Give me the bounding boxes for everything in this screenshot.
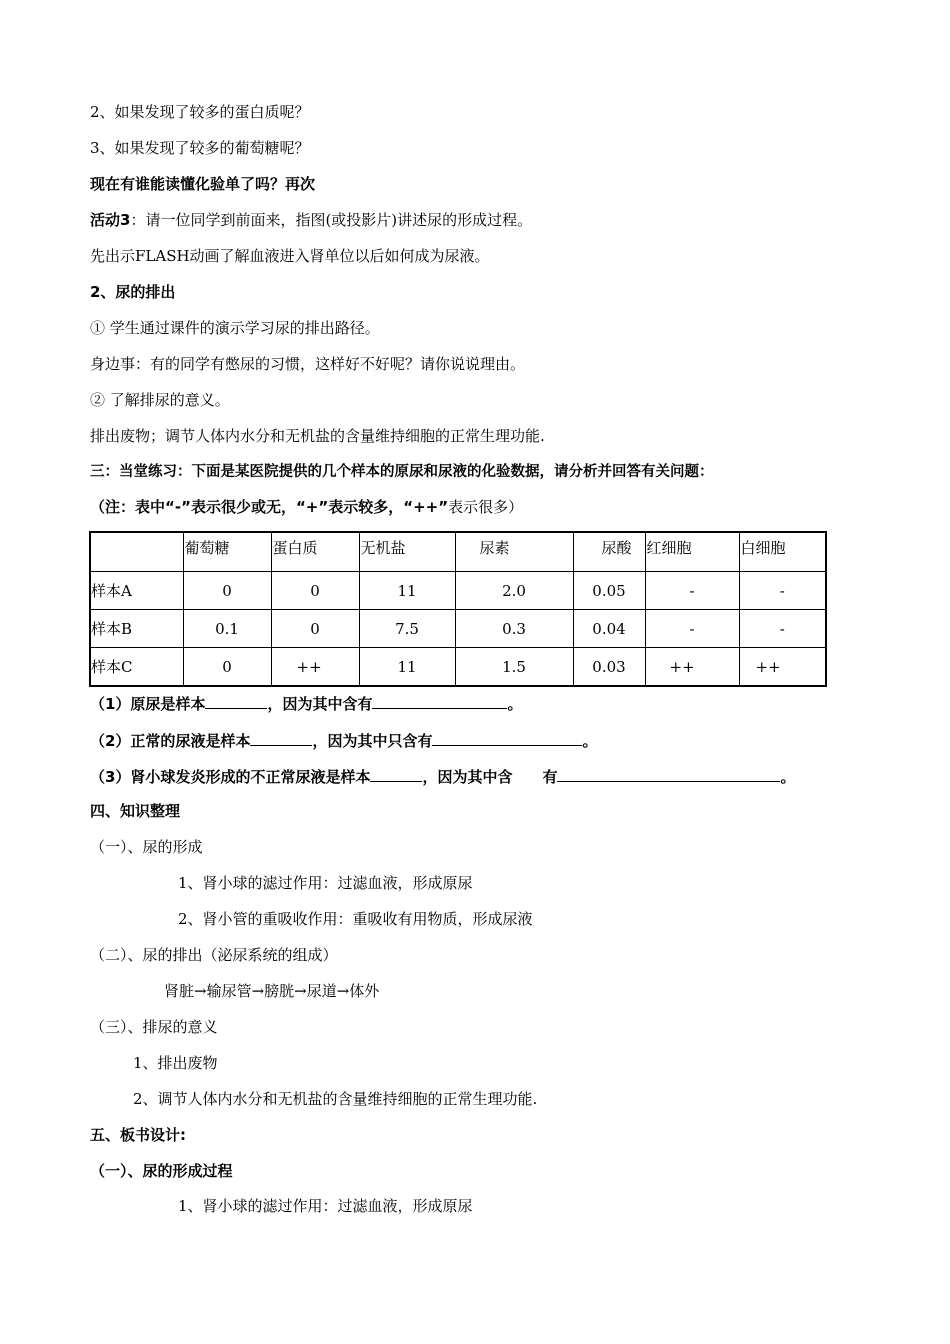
table-cell: 0 [183,648,271,687]
excretion-meaning: 排出废物；调节人体内水分和无机盐的含量维持细胞的正常生理功能. [90,427,545,445]
summary-item: 2、调节人体内水分和无机盐的含量维持细胞的正常生理功能. [133,1090,538,1108]
table-cell: 样本B [90,610,183,648]
summary-item: 1、排出废物 [133,1054,218,1072]
summary-item: 1、肾小球的滤过作用：过滤血液，形成原尿 [178,874,473,892]
table-cell: - [645,610,739,648]
table-cell: 0.05 [573,572,645,610]
side-note: 身边事：有的同学有憋尿的习惯，这样好不好呢？请你说说理由。 [90,355,526,373]
answer-blank[interactable] [432,730,582,746]
table-cell: 0 [271,610,359,648]
summary-section-3: （三）、排尿的意义 [90,1018,218,1036]
summary-title: 四、知识整理 [90,802,181,820]
question-2-text-b: ，因为其中只含有 [312,732,433,750]
table-cell: 样本C [90,648,183,687]
question-3 [90,766,795,787]
table-cell: ++ [271,648,359,687]
urinary-pathway: 肾脏→输尿管→膀胱→尿道→体外 [164,982,380,1000]
table-cell: 0 [183,572,271,610]
table-header-cell: 尿酸 [573,532,645,572]
table-note [90,497,523,517]
question-1-text-b: ，因为其中含有 [267,695,373,713]
table-header-cell: 尿素 [455,532,573,572]
table-header-cell: 葡萄糖 [183,532,271,572]
period: 。 [780,768,796,786]
table-cell: 2.0 [455,572,573,610]
table-header-cell: 蛋白质 [271,532,359,572]
table-header-cell: 白细胞 [739,532,826,572]
summary-item: 2、肾小管的重吸收作用：重吸收有用物质，形成尿液 [178,910,533,928]
step-1: ① 学生通过课件的演示学习尿的排出路径。 [90,319,380,337]
board-section-1: （一）、尿的形成过程 [90,1162,233,1180]
table-cell: - [645,572,739,610]
table-cell: 7.5 [359,610,455,648]
answer-blank[interactable] [370,766,422,782]
heading-excretion: 2、尿的排出 [90,283,176,301]
question-2-text-a: （2）正常的尿液是样本 [90,732,251,750]
table-header-row [90,532,826,572]
table-cell: - [739,572,826,610]
table-header-cell [90,532,183,572]
board-title: 五、板书设计: [90,1126,186,1144]
period: 。 [582,732,598,750]
table-cell: 11 [359,648,455,687]
answer-blank[interactable] [372,693,507,709]
answer-blank[interactable] [557,766,780,782]
question-1-text-a: （1）原尿是样本 [90,695,206,713]
step-2: ② 了解排尿的意义。 [90,391,230,409]
summary-section-1: （一）、尿的形成 [90,838,203,856]
question-2 [90,730,597,751]
question-3-text-b: ，因为其中含 有 [422,768,558,786]
question-protein: 2、如果发现了较多的蛋白质呢？ [90,103,310,121]
table-cell: 11 [359,572,455,610]
table-row [90,572,826,610]
table-cell: 样本A [90,572,183,610]
activity-3-label: 活动3 [90,211,131,229]
question-glucose: 3、如果发现了较多的葡萄糖呢？ [90,139,310,157]
summary-section-2: （二）、尿的排出（泌尿系统的组成） [90,946,338,964]
table-cell: - [739,610,826,648]
table-row [90,648,826,687]
read-report-again: 现在有谁能读懂化验单了吗？再次 [90,175,316,193]
table-cell: 0.3 [455,610,573,648]
table-note-tail: 表示很多） [448,498,524,516]
answer-blank[interactable] [250,730,312,746]
table-cell: 0 [271,572,359,610]
table-header-cell: 无机盐 [359,532,455,572]
lab-data-table [89,531,827,687]
answer-blank[interactable] [205,693,267,709]
table-cell: 0.04 [573,610,645,648]
table-cell: ++ [739,648,826,687]
practice-heading: 三：当堂练习：下面是某医院提供的几个样本的原尿和尿液的化验数据，请分析并回答有关问题： [90,464,714,480]
board-item: 1、肾小球的滤过作用：过滤血液，形成原尿 [178,1197,473,1215]
table-cell: 0.1 [183,610,271,648]
table-cell: 0.03 [573,648,645,687]
question-1 [90,693,522,714]
table-row [90,610,826,648]
flash-intro: 先出示FLASH动画了解血液进入肾单位以后如何成为尿液。 [90,247,490,265]
table-cell: ++ [645,648,739,687]
activity-3-text: ：请一位同学到前面来，指图(或投影片)讲述尿的形成过程。 [130,211,533,229]
table-header-cell: 红细胞 [645,532,739,572]
activity-3 [90,210,532,230]
period: 。 [507,695,523,713]
table-note-bold: （注：表中“-”表示很少或无，“+”表示较多，“++” [90,498,449,516]
table-cell: 1.5 [455,648,573,687]
question-3-text-a: （3）肾小球发炎形成的不正常尿液是样本 [90,768,371,786]
